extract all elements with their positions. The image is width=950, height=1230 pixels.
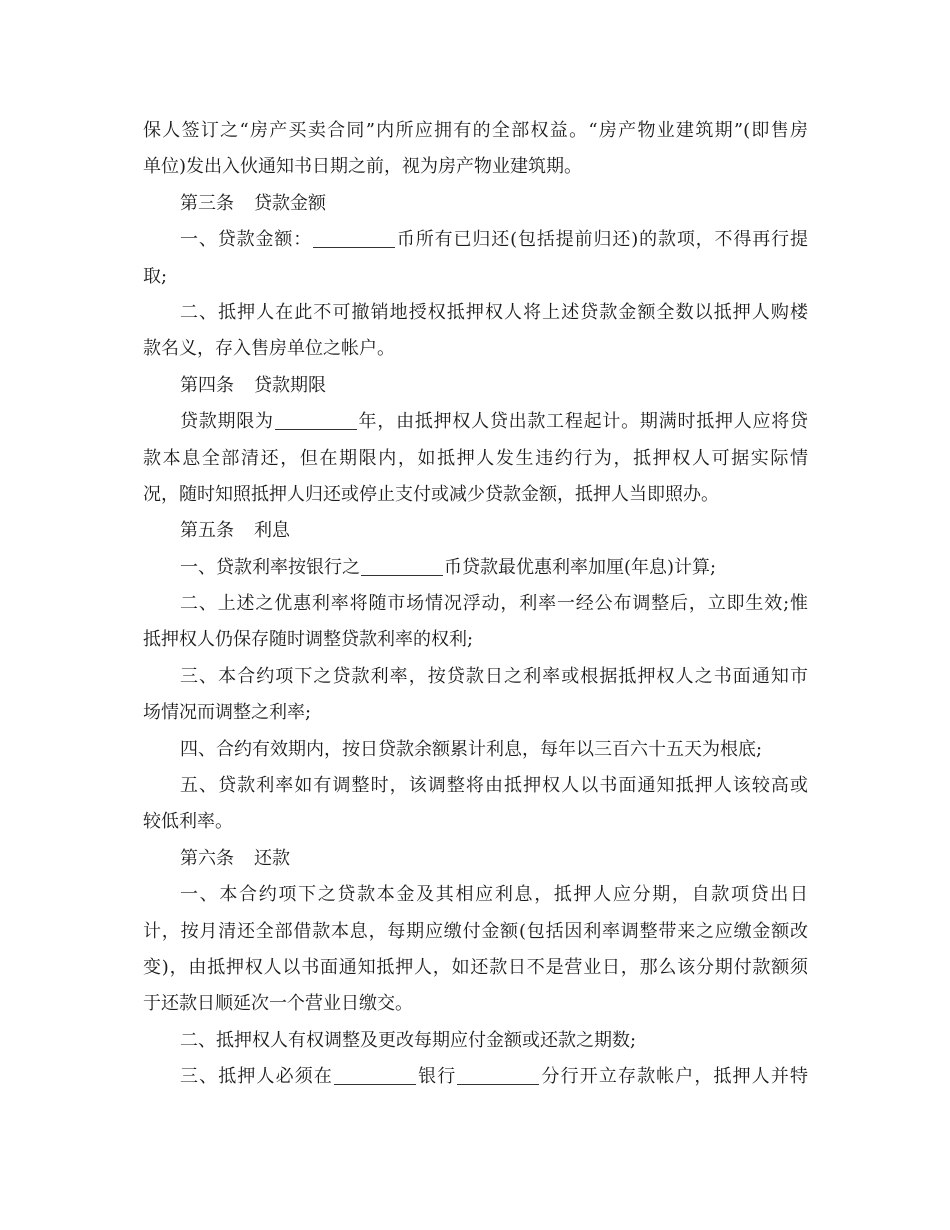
line-text: 银行 — [416, 1066, 457, 1088]
fill-in-blank — [275, 409, 357, 430]
article-number: 第三条 — [180, 192, 234, 214]
paragraph-line — [143, 550, 808, 586]
article-heading — [143, 841, 808, 877]
paragraph-line: 二、抵押人在此不可撤销地授权抵押权人将上述贷款金额全数以抵押人购楼 — [180, 301, 808, 323]
paragraph-line: 变)，由抵押权人以书面通知抵押人，如还款日不是营业日，那么该分期付款额须 — [143, 956, 808, 978]
paragraph-line: 五、贷款利率如有调整时，该调整将由抵押权人以书面通知抵押人该较高或 — [180, 775, 808, 797]
paragraph-line — [143, 404, 808, 440]
line-text: 年，由抵押权人贷出款工程起计。期满时抵押人应将贷 — [357, 411, 809, 433]
article-title: 贷款金额 — [254, 192, 326, 214]
paragraph-line: 场情况而调整之利率; — [143, 702, 312, 724]
article-heading — [143, 513, 808, 549]
line-text: 贷款期限为 — [180, 411, 274, 433]
article-number: 第六条 — [180, 847, 234, 869]
paragraph-line: 较低利率。 — [143, 811, 233, 833]
paragraph-line: 二、上述之优惠利率将随市场情况浮动，利率一经公布调整后，立即生效;惟 — [180, 593, 808, 615]
article-title: 贷款期限 — [254, 374, 326, 396]
article-title: 还款 — [254, 847, 290, 869]
paragraph-line: 取; — [143, 265, 168, 287]
article-title: 利息 — [254, 520, 290, 542]
line-text: 三、抵押人必须在 — [180, 1066, 333, 1088]
paragraph-line: 二、抵押权人有权调整及更改每期应付金额或还款之期数; — [180, 1029, 637, 1051]
article-heading — [143, 186, 808, 222]
line-text: 一、贷款利率按银行之 — [180, 556, 360, 578]
paragraph-line: 款本息全部清还，但在期限内，如抵押人发生违约行为，抵押权人可据实际情 — [143, 447, 808, 469]
document-page — [143, 113, 808, 1096]
fill-in-blank — [334, 1064, 416, 1085]
article-heading — [143, 368, 808, 404]
paragraph-line: 三、本合约项下之贷款利率，按贷款日之利率或根据抵押权人之书面通知市 — [180, 665, 808, 687]
fill-in-blank — [313, 227, 395, 248]
paragraph-line: 保人签订之“房产买卖合同”内所应拥有的全部权益。“房产物业建筑期”(即售房 — [143, 120, 808, 141]
paragraph-line — [143, 1059, 808, 1095]
paragraph-line: 款名义，存入售房单位之帐户。 — [143, 338, 395, 360]
paragraph-line: 一、本合约项下之贷款本金及其相应利息，抵押人应分期，自款项贷出日 — [180, 884, 808, 906]
paragraph-line: 况，随时知照抵押人归还或停止支付或减少贷款金额，抵押人当即照办。 — [143, 483, 719, 505]
paragraph-line: 于还款日顺延次一个营业日缴交。 — [143, 993, 413, 1015]
paragraph-line: 抵押权人仍保存随时调整贷款利率的权利; — [143, 629, 474, 651]
paragraph-line: 四、合约有效期内，按日贷款余额累计利息，每年以三百六十五天为根底; — [180, 738, 763, 760]
article-number: 第四条 — [180, 374, 234, 396]
line-text: 币贷款最优惠利率加厘(年息)计算; — [444, 556, 717, 578]
article-number: 第五条 — [180, 520, 234, 542]
line-text: 分行开立存款帐户，抵押人并特 — [540, 1066, 809, 1088]
line-text: 币所有已归还(包括提前归还)的款项，不得再行提 — [396, 229, 809, 251]
line-text: 一、贷款金额： — [180, 229, 313, 251]
paragraph-line — [143, 222, 808, 258]
paragraph-line: 单位)发出入伙通知书日期之前，视为房产物业建筑期。 — [143, 156, 583, 178]
paragraph-line: 计，按月清还全部借款本息，每期应缴付金额(包括因利率调整带来之应缴金额改 — [143, 920, 808, 942]
fill-in-blank — [361, 555, 443, 576]
fill-in-blank — [457, 1064, 539, 1085]
